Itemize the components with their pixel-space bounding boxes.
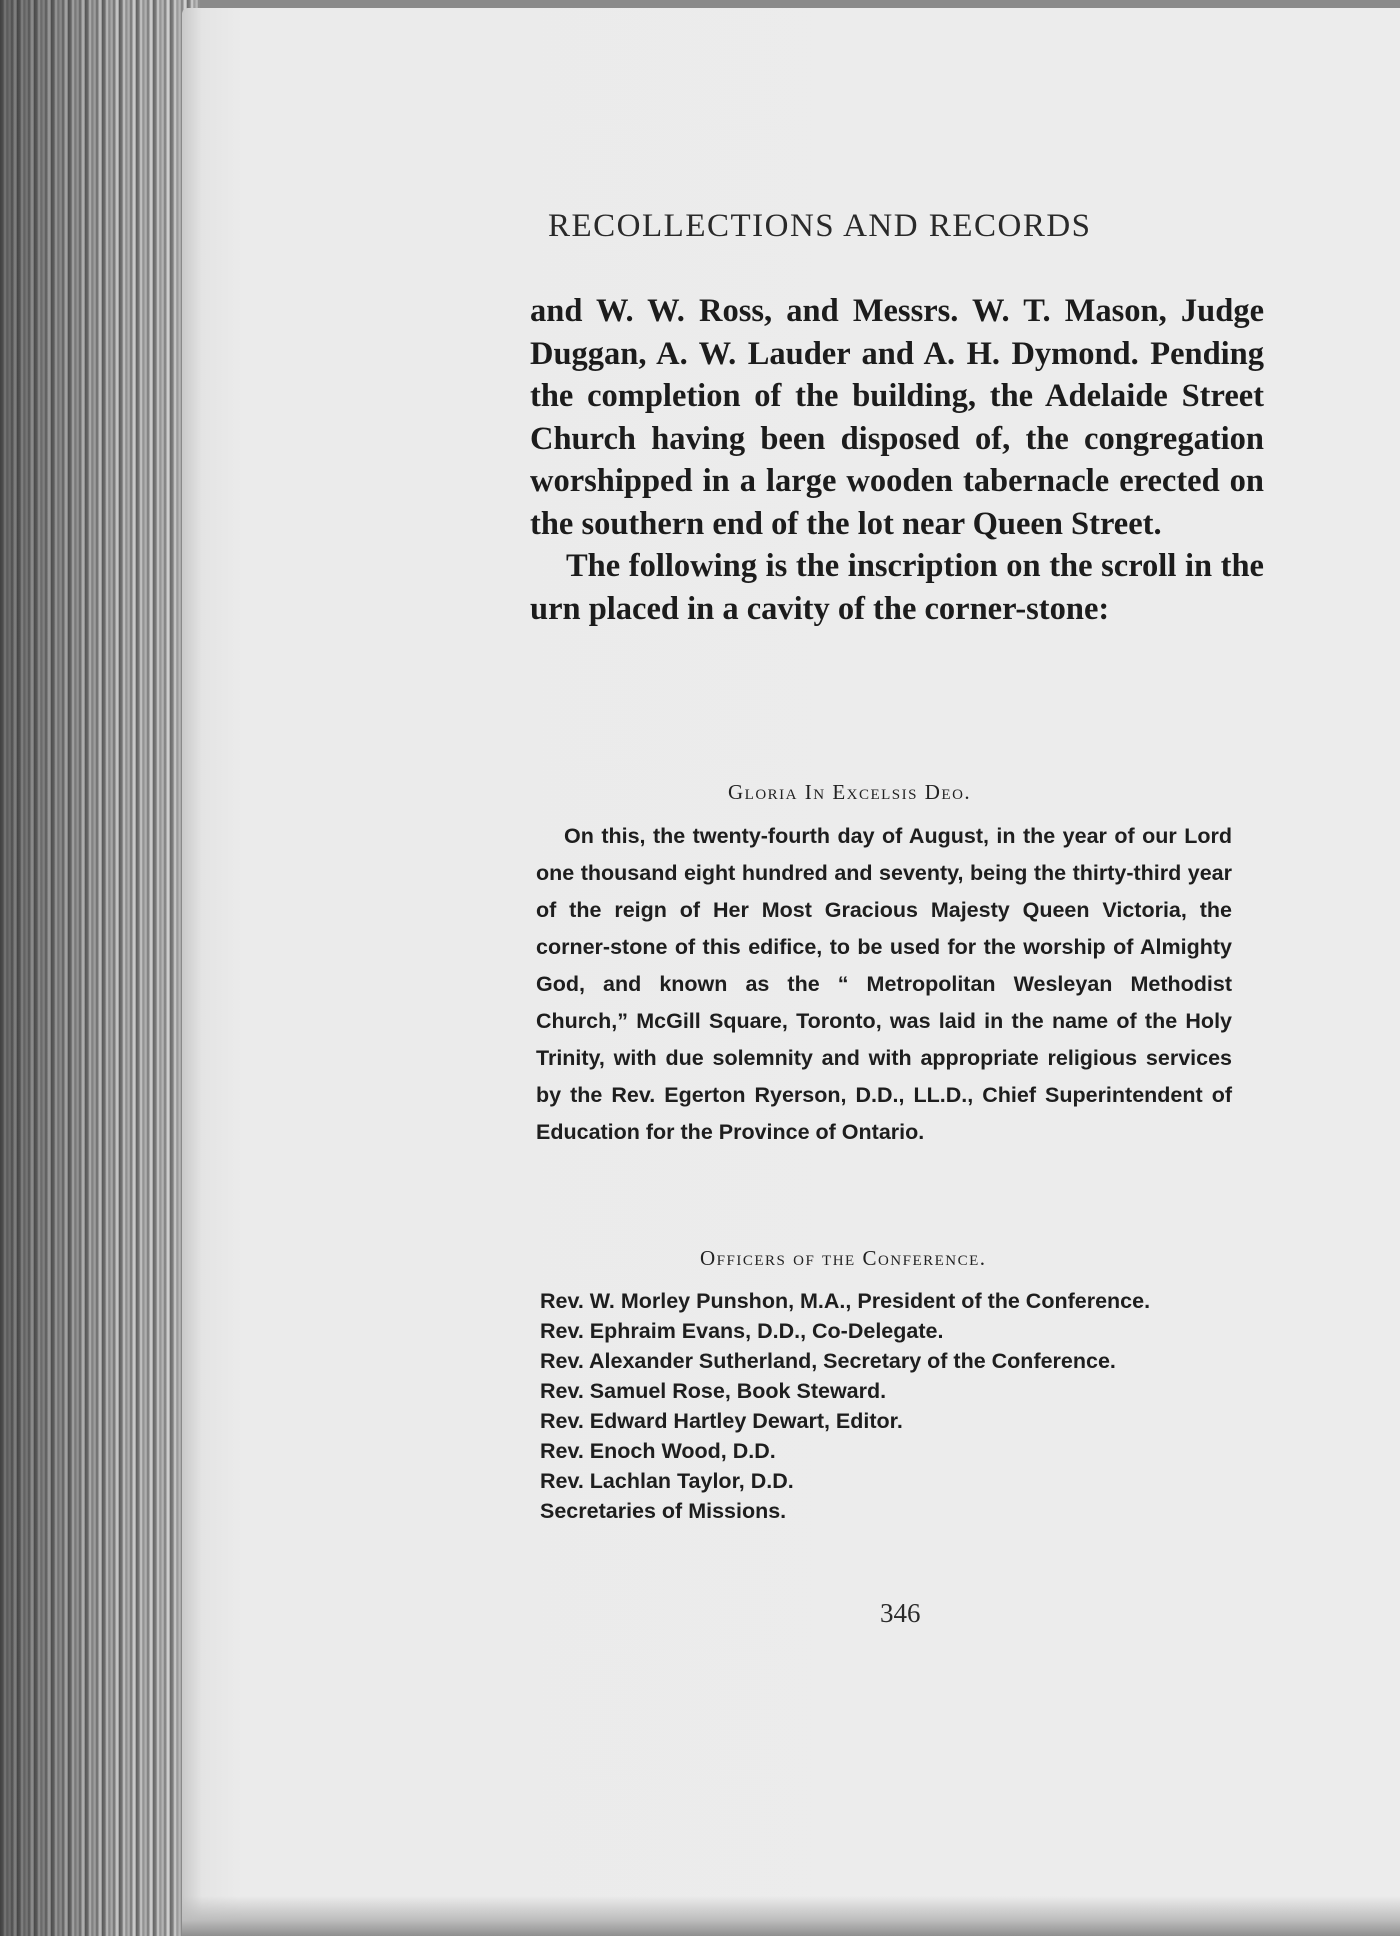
officer-entry: Rev. Lachlan Taylor, D.D. xyxy=(540,1469,794,1493)
paragraph-inscription-intro: The following is the inscription on the scroll in the urn placed in a cavity of the corner-stone: xyxy=(530,548,1264,627)
body-text xyxy=(530,290,1264,630)
running-head: RECOLLECTIONS AND RECORDS xyxy=(548,208,1092,244)
officer-entry: Secretaries of Missions. xyxy=(540,1499,787,1523)
inscription-heading: Gloria In Excelsis Deo. xyxy=(728,780,972,804)
officers-heading: Officers of the Conference. xyxy=(700,1246,987,1270)
officers-list xyxy=(540,1286,1268,1526)
officer-entry: Rev. Enoch Wood, D.D. xyxy=(540,1439,776,1463)
paragraph-continuation: and W. W. Ross, and Messrs. W. T. Mason, Judge Duggan, A. W. Lauder and A. H. Dymond. Pending the completion of the building, the Adelaide Street Church having been disposed of, the congregation worshipped in a large wooden tabernacle erected on the southern end of the lot near Queen Street. xyxy=(530,293,1264,542)
officer-entry: Rev. Edward Hartley Dewart, Editor. xyxy=(540,1409,903,1433)
page-bottom-shadow xyxy=(182,1896,1400,1936)
officer-entry: Rev. Ephraim Evans, D.D., Co-Delegate. xyxy=(540,1319,944,1343)
page-number: 346 xyxy=(880,1598,921,1628)
officer-entry: Rev. Samuel Rose, Book Steward. xyxy=(540,1379,887,1403)
officer-entry: Rev. W. Morley Punshon, M.A., President of the Conference. xyxy=(540,1289,1151,1313)
inscription-text: On this, the twenty-fourth day of August, in the year of our Lord one thousand eight hundred and seventy, being the thirty-third year of the reign of Her Most Gracious Majesty Queen Victoria, the corner-stone of this edifice, to be used for the worship of Almighty God, and known as the “ Metropolitan Wesleyan Methodist Church,” McGill Square, Toronto, was laid in the name of the Holy Trinity, with due solemnity and with appropriate religious services by the Rev. Egerton Ryerson, D.D., LL.D., Chief Superintendent of Education for the Province of Ontario. xyxy=(536,824,1232,1144)
book-page-edges xyxy=(0,0,200,1936)
officer-entry: Rev. Alexander Sutherland, Secretary of the Conference. xyxy=(540,1349,1116,1373)
